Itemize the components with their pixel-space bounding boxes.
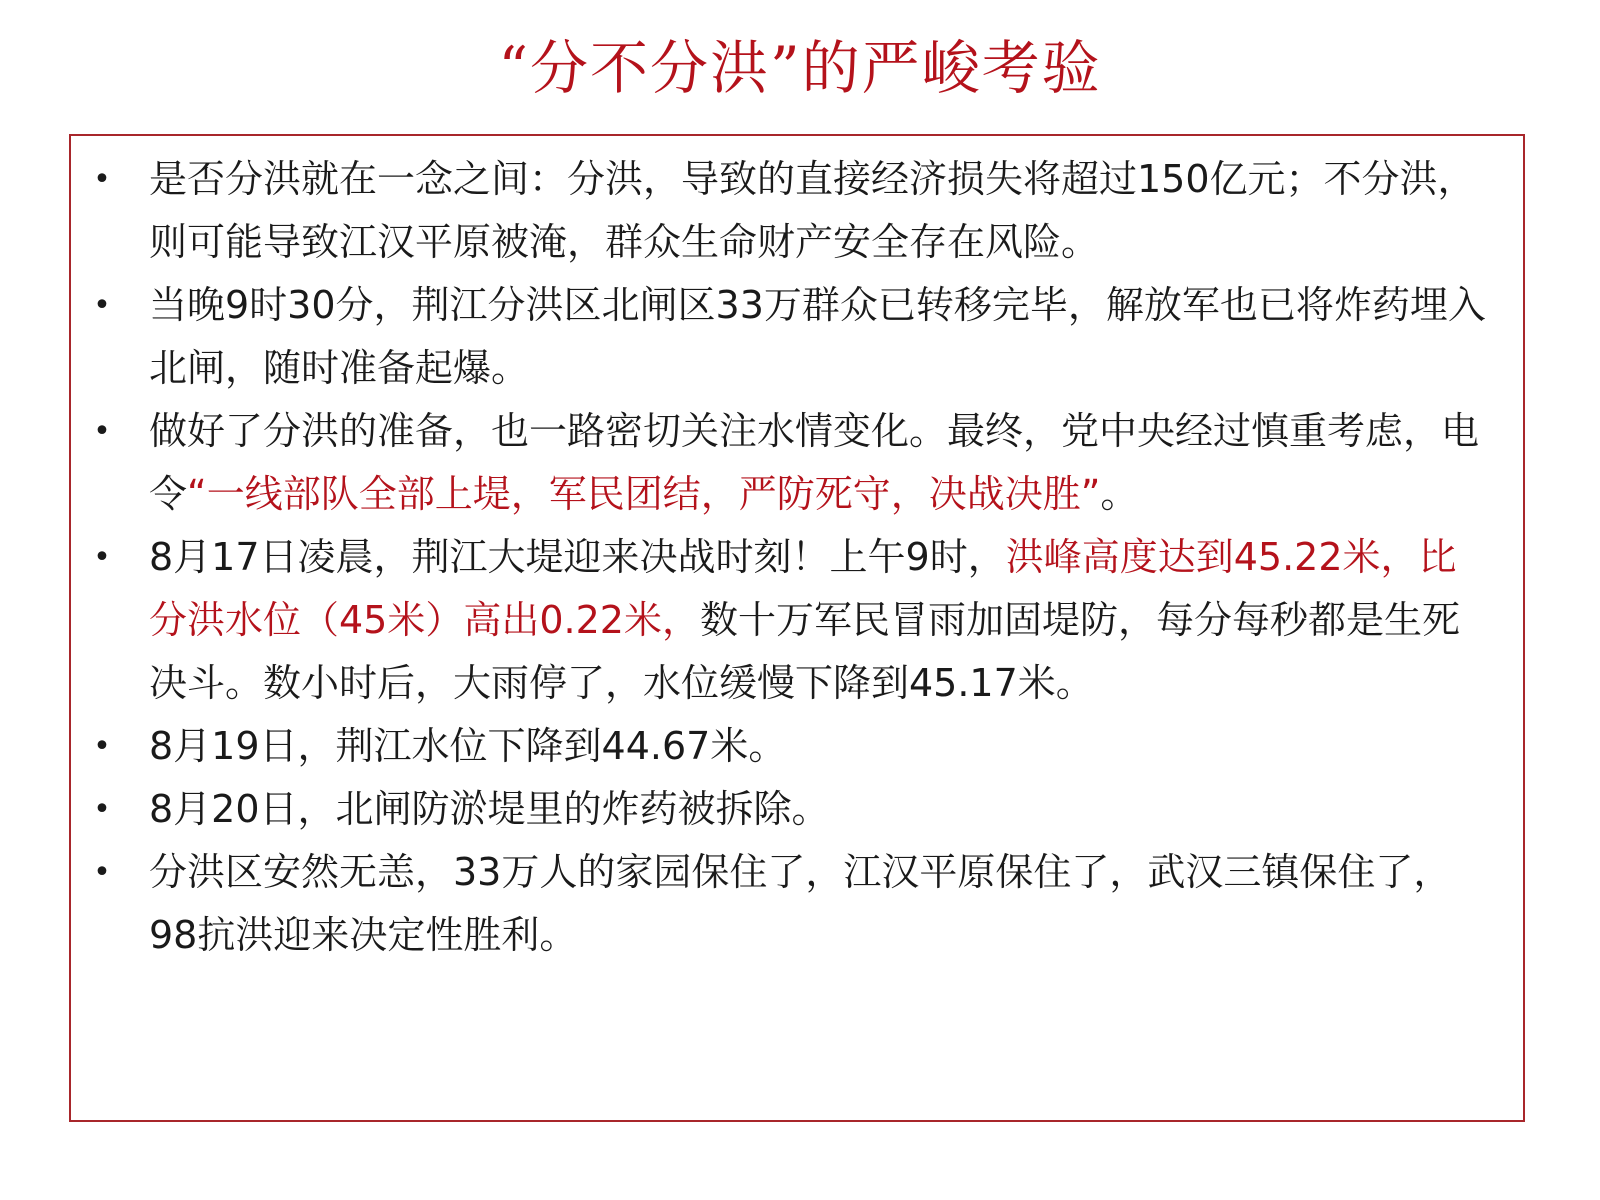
bullet-text: 8月17日凌晨，荆江大堤迎来决战时刻！上午9时，	[149, 535, 1006, 579]
bullet-dot-icon: •	[93, 729, 111, 764]
bullet-text: 是否分洪就在一念之间：分洪，导致的直接经济损失将超过150亿元；不分洪，则可能导致江汉平原被淹，群众生命财产安全存在风险。	[149, 157, 1476, 264]
content-box	[69, 134, 1525, 1122]
bullet-text-highlight: “一线部队全部上堤，军民团结，严防死守，决战决胜”	[187, 472, 1101, 516]
bullet-item	[71, 148, 1493, 274]
bullet-text: 做好了分洪的准备，也一路密切关注水情变化。最终，党中央经过慎重考虑，电令	[149, 409, 1480, 516]
slide-title: “分不分洪”的严峻考验	[498, 34, 1102, 102]
bullet-item	[71, 841, 1493, 967]
bullet-item	[71, 400, 1493, 526]
bullet-dot-icon: •	[93, 288, 111, 323]
bullet-dot-icon: •	[93, 414, 111, 449]
bullet-item	[71, 715, 1493, 778]
bullet-dot-icon: •	[93, 855, 111, 890]
bullet-text: 当晚9时30分，荆江分洪区北闸区33万群众已转移完毕，解放军也已将炸药埋入北闸，随时准备起爆。	[149, 283, 1486, 390]
bullet-item	[71, 274, 1493, 400]
bullet-text: 。	[1100, 472, 1139, 516]
bullet-text: 数十万军民冒雨加固堤防，每分每秒都是生死决斗。数小时后，大雨停了，水位缓慢下降到45.17米。	[149, 598, 1460, 705]
bullet-item	[71, 778, 1493, 841]
bullet-item	[71, 526, 1493, 715]
bullet-text-highlight: 洪峰高度达到45.22米，比分洪水位（45米）高出0.22米，	[149, 535, 1457, 642]
bullet-dot-icon: •	[93, 792, 111, 827]
bullet-text: 8月19日，荆江水位下降到44.67米。	[149, 724, 787, 768]
bullet-dot-icon: •	[93, 162, 111, 197]
bullet-text: 8月20日，北闸防淤堤里的炸药被拆除。	[149, 787, 830, 831]
bullet-text: 分洪区安然无恙，33万人的家园保住了，江汉平原保住了，武汉三镇保住了，98抗洪迎来决定性胜利。	[149, 850, 1452, 957]
bullet-dot-icon: •	[93, 540, 111, 575]
bullet-list	[71, 136, 1523, 967]
